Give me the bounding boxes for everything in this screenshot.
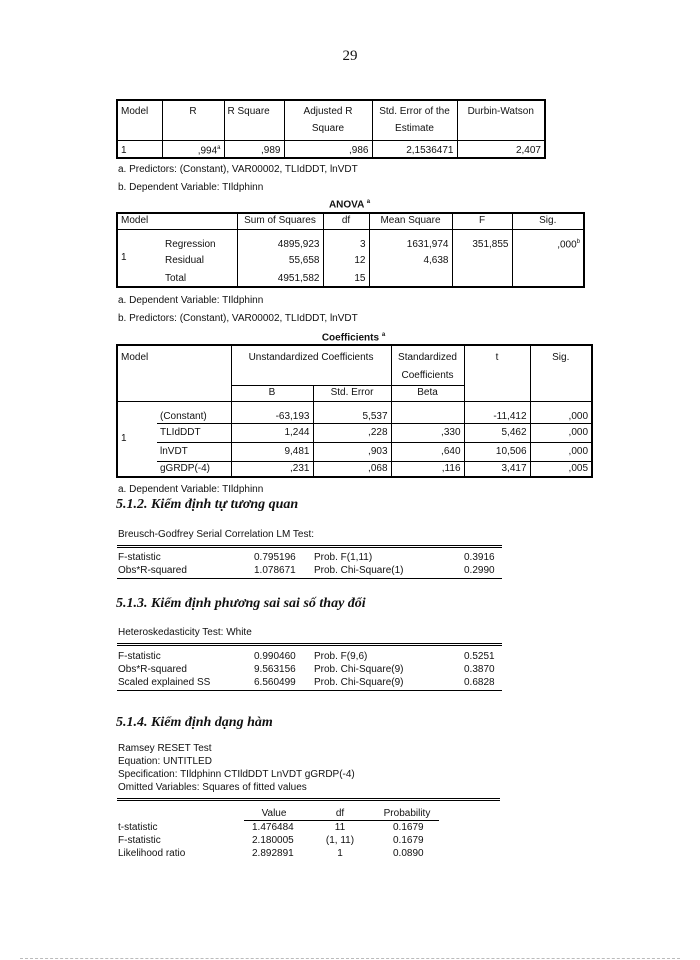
anova-table: [116, 212, 585, 288]
anova-title-sup: a: [366, 199, 371, 205]
coef-t: 5,462: [464, 423, 530, 442]
ms-note-b: b. Dependent Variable: TIldphinn: [118, 182, 264, 193]
white-row-prob-label: Prob. F(9,6): [314, 651, 368, 662]
coef-col-b: B: [231, 385, 313, 401]
reset-info: Equation: UNTITLED: [118, 756, 212, 767]
reset-row-value: 2.892891: [252, 848, 294, 859]
white-row-label: Scaled explained SS: [118, 677, 211, 688]
anova-df: 12: [323, 251, 369, 271]
col-adjusted-r-square: [284, 100, 372, 141]
anova-note-b: b. Predictors: (Constant), VAR00002, TLIdDDT, lnVDT: [118, 313, 358, 324]
bg-bottom-rule: [117, 578, 502, 579]
anova-col-f: F: [452, 213, 512, 229]
anova-ms: 1631,974: [369, 229, 452, 251]
ms-adj-r-square: ,986: [284, 141, 372, 158]
anova-ms: 4,638: [369, 251, 452, 271]
coef-t: 3,417: [464, 461, 530, 477]
white-row-label: F-statistic: [118, 651, 161, 662]
white-row-prob: 0.5251: [464, 651, 495, 662]
bg-row-prob-label: Prob. F(1,11): [314, 552, 373, 563]
coefficients-table: [116, 344, 593, 478]
coef-col-standardized-line2: Coefficients: [401, 370, 454, 381]
coef-col-sig: Sig.: [530, 345, 592, 401]
anova-ss: 4951,582: [237, 271, 323, 287]
anova-ss: 55,658: [237, 251, 323, 271]
white-row-prob: 0.3870: [464, 664, 495, 675]
reset-row-df: (1, 11): [325, 835, 355, 846]
ms-std-error: 2,1536471: [372, 141, 457, 158]
page-bottom-border: [20, 958, 680, 959]
ms-durbin-watson: 2,407: [515, 145, 541, 156]
anova-col-df: df: [323, 213, 369, 229]
coef-sig: ,000: [530, 423, 592, 442]
model-summary-table: [116, 99, 546, 159]
bg-row-value: 1.078671: [254, 565, 296, 576]
coef-sig: ,000: [530, 401, 592, 423]
reset-row-df: 1: [337, 848, 343, 859]
col-r: R: [162, 100, 224, 141]
col-adjusted-r-line2: Square: [311, 123, 345, 134]
white-row-value: 9.563156: [254, 664, 296, 675]
coef-b: ,231: [231, 461, 313, 477]
anova-sig: [512, 229, 584, 251]
anova-col-ms: Mean Square: [369, 213, 452, 229]
ms-model-1: 1: [117, 141, 162, 158]
bg-row-prob: 0.2990: [464, 565, 495, 576]
reset-double-rule: [117, 798, 500, 801]
col-durbin-watson: Durbin-Watson: [457, 100, 545, 141]
anova-note-a: a. Dependent Variable: TIldphinn: [118, 295, 264, 306]
anova-col-model: Model: [117, 213, 237, 229]
coef-col-beta: Beta: [391, 385, 464, 401]
anova-sig: [512, 271, 584, 287]
coef-se: ,228: [313, 423, 391, 442]
coef-b: 9,481: [231, 442, 313, 461]
bg-test-name: Breusch-Godfrey Serial Correlation LM Test:: [118, 529, 315, 540]
anova-df: 3: [323, 229, 369, 251]
coef-col-standardized: [391, 345, 464, 385]
coef-sig: ,005: [568, 462, 589, 474]
bg-double-rule: [117, 545, 502, 548]
col-std-error-line1: Std. Error of the: [379, 106, 450, 117]
coef-b: -63,193: [231, 401, 313, 423]
coef-col-unstandardized: Unstandardized Coefficients: [231, 345, 391, 385]
coef-beta: ,640: [391, 442, 464, 461]
white-row-prob-label: Prob. Chi-Square(9): [314, 677, 404, 688]
coef-col-model: Model: [117, 345, 231, 401]
anova-sig-value: ,000: [557, 239, 577, 250]
reset-info: Specification: TIldphinn CTIldDDT LnVDT gGRDP(-4): [118, 769, 355, 780]
bg-row-label: Obs*R-squared: [118, 565, 187, 576]
reset-row-df: 11: [334, 822, 346, 833]
ms-r-cell: [162, 141, 224, 158]
white-row-label: Obs*R-squared: [118, 664, 187, 675]
anova-f: [452, 271, 512, 287]
col-r-square: R Square: [224, 100, 284, 141]
coefficients-title-text: Coefficients: [321, 332, 380, 344]
coefficients-title-sup: a: [381, 332, 386, 338]
coef-col-t: t: [464, 345, 530, 401]
coef-t: 10,506: [464, 442, 530, 461]
reset-col-df: df: [335, 808, 345, 819]
coef-beta: [391, 401, 464, 423]
anova-sig-footnote: b: [576, 238, 580, 245]
white-row-value: 0.990460: [254, 651, 296, 662]
coef-model-1: 1: [121, 432, 127, 444]
coef-se: 5,537: [313, 401, 391, 423]
col-model: Model: [117, 100, 162, 141]
bg-row-prob: 0.3916: [464, 552, 495, 563]
coef-col-standardized-line1: Standardized: [398, 352, 457, 363]
reset-col-value: Value: [261, 808, 287, 819]
bg-row-value: 0.795196: [254, 552, 296, 563]
coef-beta: ,116: [391, 461, 464, 477]
ms-r-value: ,994: [197, 145, 218, 156]
coefficients-title: [116, 332, 591, 343]
coef-row-label: (Constant): [157, 401, 231, 423]
anova-model-1: 1: [121, 251, 127, 263]
bg-row-label: F-statistic: [118, 552, 161, 563]
col-std-error-line2: Estimate: [395, 123, 434, 134]
coef-row-label: lnVDT: [157, 442, 231, 461]
reset-row-label: t-statistic: [118, 822, 158, 833]
heading-5-1-4: 5.1.4. Kiểm định dạng hàm: [116, 715, 273, 730]
anova-title: [116, 199, 583, 210]
coef-beta: ,330: [391, 423, 464, 442]
reset-header-rule: [244, 820, 439, 821]
page-number: 29: [342, 48, 358, 64]
white-row-prob: 0.6828: [464, 677, 495, 688]
coef-row-label: TLIdDDT: [157, 423, 231, 442]
bg-row-prob-label: Prob. Chi-Square(1): [314, 565, 404, 576]
reset-row-label: Likelihood ratio: [118, 848, 186, 859]
anova-df: 15: [323, 271, 369, 287]
white-row-value: 6.560499: [254, 677, 296, 688]
ms-r-square: ,989: [224, 141, 284, 158]
reset-info: Omitted Variables: Squares of fitted values: [118, 782, 307, 793]
anova-f: 351,855: [452, 229, 512, 251]
anova-col-ss: Sum of Squares: [237, 213, 323, 229]
reset-row-prob: 0.0890: [393, 848, 424, 859]
coef-note-a: a. Dependent Variable: TIldphinn: [118, 484, 264, 495]
coef-se: ,903: [313, 442, 391, 461]
white-row-prob-label: Prob. Chi-Square(9): [314, 664, 404, 675]
anova-f: [452, 251, 512, 271]
ms-note-a: a. Predictors: (Constant), VAR00002, TLIdDDT, lnVDT: [118, 164, 358, 175]
heading-5-1-2: 5.1.2. Kiểm định tự tương quan: [116, 497, 299, 512]
col-std-error: [372, 100, 457, 141]
anova-ms: [369, 271, 452, 287]
reset-row-value: 1.476484: [252, 822, 294, 833]
white-test-name: Heteroskedasticity Test: White: [118, 627, 252, 638]
coef-sig: ,000: [530, 442, 592, 461]
white-double-rule: [117, 643, 502, 646]
anova-title-text: ANOVA: [328, 199, 364, 211]
reset-info: Ramsey RESET Test: [118, 743, 212, 754]
coef-b: 1,244: [231, 423, 313, 442]
coef-se: ,068: [313, 461, 391, 477]
anova-ss: 4895,923: [237, 229, 323, 251]
reset-row-label: F-statistic: [118, 835, 161, 846]
ms-r-footnote: a: [217, 144, 221, 151]
coef-col-std-error: Std. Error: [313, 385, 391, 401]
reset-row-value: 2.180005: [252, 835, 294, 846]
col-adjusted-r-line1: Adjusted R: [303, 106, 353, 117]
white-bottom-rule: [117, 690, 502, 691]
anova-row-label: Total: [162, 271, 237, 287]
reset-col-probability: Probability: [383, 808, 431, 819]
reset-row-prob: 0.1679: [393, 835, 424, 846]
anova-row-label: Regression: [162, 229, 237, 251]
reset-row-prob: 0.1679: [393, 822, 424, 833]
coef-t: -11,412: [464, 401, 530, 423]
anova-sig: [512, 251, 584, 271]
heading-5-1-3: 5.1.3. Kiểm định phương sai sai số thay đổi: [116, 596, 366, 611]
anova-row-label: Residual: [162, 251, 237, 271]
anova-col-sig: Sig.: [512, 213, 584, 229]
coef-row-label: gGRDP(-4): [157, 461, 231, 477]
